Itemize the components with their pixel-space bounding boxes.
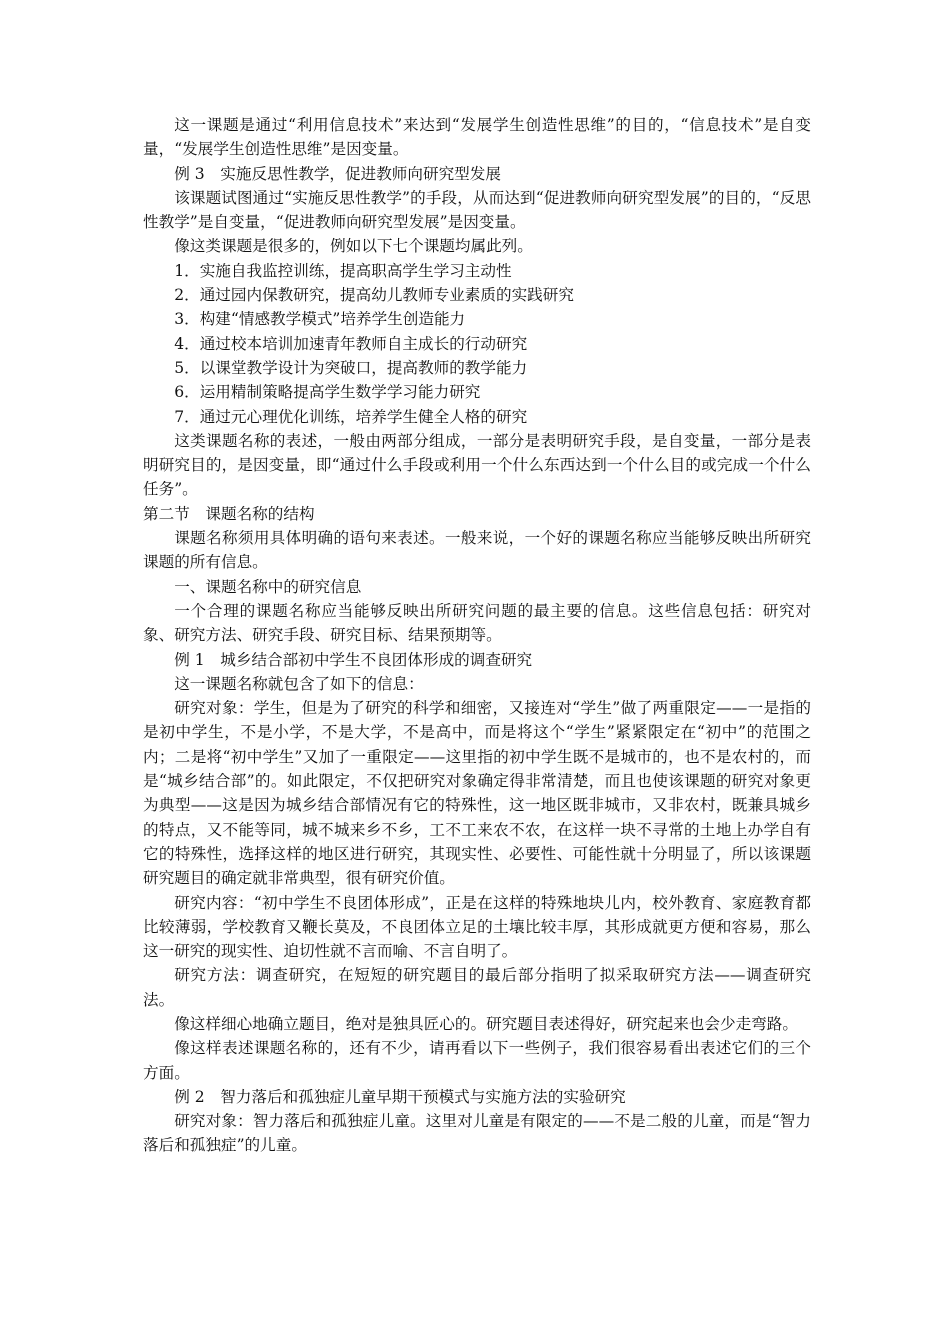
list-item: 6．运用精制策略提高学生数学学习能力研究: [174, 383, 481, 402]
paragraph: 这类课题名称的表述，一般由两部分组成，一部分是表明研究手段，是自变量，一部分是表明研究目的，是因变量，即“通过什么手段或利用一个什么东西达到一个什么目的或完成一个什么任务”。: [143, 431, 811, 499]
paragraph: 研究对象：智力落后和孤独症儿童。这里对儿童是有限定的——不是二般的儿童，而是“智力落后和孤独症”的儿童。: [143, 1112, 811, 1155]
paragraph: 研究对象：学生，但是为了研究的科学和细密，又接连对“学生”做了两重限定——一是指的是初中学生，不是小学，不是大学，不是高中，而是将这个“学生”紧紧限定在“初中”的范围之内；二是将“初中学生”又加了一重限定——这里指的初中学生既不是城市的，也不是农村的，而是“城乡结合部”的。如此限定，不仅把研究对象确定得非常清楚，而且也使该课题的研究对象更为典型——这是因为城乡结合部情况有它的特殊性，这一地区既非城市，又非农村，既兼具城乡的特点，又不能等同，城不城来乡不乡，工不工来农不农，在这样一块不寻常的土地上办学自有它的特殊性，选择这样的地区进行研究，其现实性、必要性、可能性就十分明显了，所以该课题研究题目的确定就非常典型，很有研究价值。: [143, 699, 811, 888]
paragraph: 这一课题是通过“利用信息技术”来达到“发展学生创造性思维”的目的，“信息技术”是自变量，“发展学生创造性思维”是因变量。: [143, 116, 811, 159]
list-item: 2．通过园内保教研究，提高幼儿教师专业素质的实践研究: [174, 286, 574, 305]
paragraph: 该课题试图通过“实施反思性教学”的手段，从而达到“促进教师向研究型发展”的目的，“反思性教学”是自变量，“促进教师向研究型发展”是因变量。: [143, 188, 811, 232]
paragraph: 像这类课题是很多的，例如以下七个课题均属此列。: [174, 237, 533, 256]
paragraph: 研究方法：调查研究，在短短的研究题目的最后部分指明了拟采取研究方法——调查研究法。: [143, 966, 811, 1009]
list-item: 1．实施自我监控训练，提高职高学生学习主动性: [174, 261, 512, 280]
example-title: 例 1 城乡结合部初中学生不良团体形成的调查研究: [174, 650, 533, 669]
section-heading: 第二节 课题名称的结构: [143, 504, 315, 523]
paragraph: 课题名称须用具体明确的语句来表述。一般来说，一个好的课题名称应当能够反映出所研究课题的所有信息。: [143, 529, 811, 572]
list-item: 4．通过校本培训加速青年教师自主成长的行动研究: [174, 334, 528, 353]
paragraph: 研究内容：“初中学生不良团体形成”，正是在这样的特殊地块儿内，校外教育、家庭教育都比较薄弱，学校教育又鞭长莫及，不良团体立足的土壤比较丰厚，其形成就更方便和容易，那么这一研究的现实性、迫切性就不言而喻、不言自明了。: [143, 893, 811, 961]
paragraph: 一个合理的课题名称应当能够反映出所研究问题的最主要的信息。这些信息包括：研究对象、研究方法、研究手段、研究目标、结果预期等。: [143, 601, 811, 645]
subsection-heading: 一、课题名称中的研究信息: [174, 577, 362, 596]
example-title: 例 3 实施反思性教学，促进教师向研究型发展: [174, 164, 501, 183]
list-item: 5．以课堂教学设计为突破口，提高教师的教学能力: [174, 358, 528, 377]
paragraph: 这一课题名称就包含了如下的信息：: [174, 674, 424, 693]
paragraph: 像这样表述课题名称的，还有不少，请再看以下一些例子，我们很容易看出表述它们的三个方面。: [143, 1039, 811, 1082]
example-title: 例 2 智力落后和孤独症儿童早期干预模式与实施方法的实验研究: [174, 1087, 626, 1106]
list-item: 7．通过元心理优化训练，培养学生健全人格的研究: [174, 407, 528, 426]
document-body: [143, 113, 811, 1158]
paragraph: 像这样细心地确立题目，绝对是独具匠心的。研究题目表述得好，研究起来也会少走弯路。: [174, 1014, 798, 1033]
list-item: 3．构建“情感教学模式”培养学生创造能力: [174, 310, 466, 329]
